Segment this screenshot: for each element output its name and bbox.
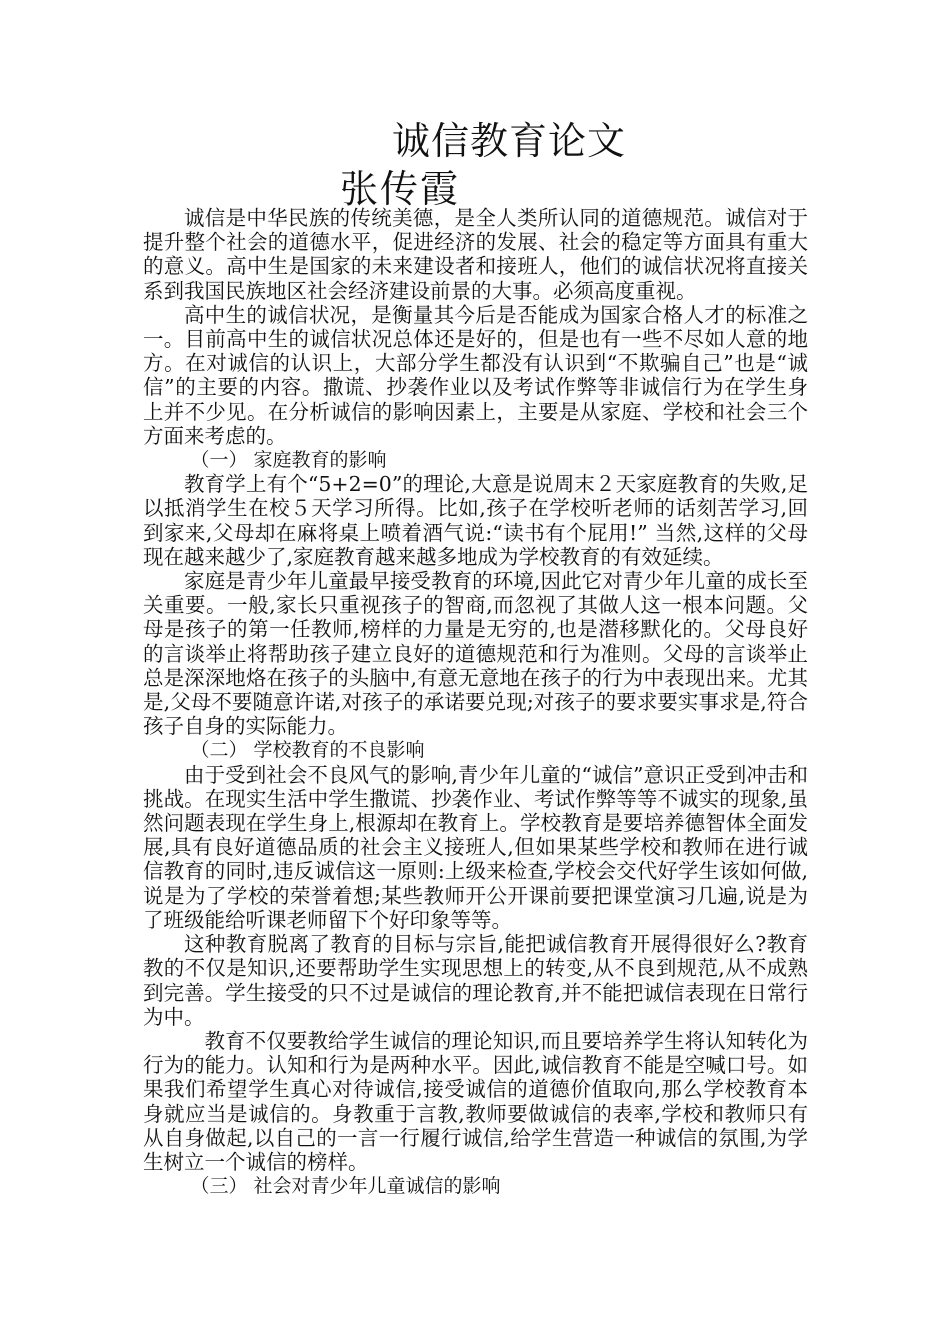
paragraph-intro: 诚信是中华民族的传统美德，是全人类所认同的道德规范。诚信对于提升整个社会的道德水平，促进经济的发展、社会的稳定等方面具有重大的意义。高中生是国家的未来建设者和接班人，他们的诚信状况将直接关系到我国民族地区社会经济建设前景的大事。必须高度重视。: [143, 206, 808, 303]
paragraph-school-goals: 这种教育脱离了教育的目标与宗旨,能把诚信教育开展得很好么?教育教的不仅是知识,还要帮助学生实现思想上的转变,从不良到规范,从不成熟到完善。学生接受的只不过是诚信的理论教育,并不能把诚信表现在日常行为中。: [143, 932, 808, 1029]
document-title: 诚信教育论文: [391, 119, 626, 163]
section-heading-family: （一） 家庭教育的影响: [190, 449, 387, 472]
section-heading-society: （三） 社会对青少年儿童诚信的影响: [190, 1175, 501, 1198]
author-name: 张传霞: [340, 167, 461, 211]
paragraph-school-practice: 教育不仅要教给学生诚信的理论知识,而且要培养学生将认知转化为行为的能力。认知和行为是两种水平。因此,诚信教育不能是空喊口号。如果我们希望学生真心对待诚信,接受诚信的道德价值取向,那么学校教育本身就应当是诚信的。身教重于言教,教师要做诚信的表率,学校和教师只有从自身做起,以自己的一言一行履行诚信,给学生营造一种诚信的氛围,为学生树立一个诚信的榜样。: [143, 1028, 808, 1174]
section-heading-school: （二） 学校教育的不良影响: [190, 739, 425, 762]
paragraph-status: 高中生的诚信状况，是衡量其今后是否能成为国家合格人才的标准之一。目前高中生的诚信状况总体还是好的，但是也有一些不尽如人意的地方。在对诚信的认识上，大部分学生都没有认识到“不欺骗自己”也是“诚信”的主要的内容。撒谎、抄袭作业以及考试作弊等非诚信行为在学生身上并不少见。在分析诚信的影响因素上，主要是从家庭、学校和社会三个方面来考虑的。: [143, 302, 808, 448]
paragraph-family-theory: 教育学上有个“5+2=0”的理论,大意是说周末２天家庭教育的失败,足以抵消学生在校５天学习所得。比如,孩子在学校听老师的话刻苦学习,回到家来,父母却在麻将桌上喷着酒气说:“读书有个屁用!” 当然,这样的父母现在越来越少了,家庭教育越来越多地成为学校教育的有效延续。: [143, 472, 808, 569]
paragraph-family-environment: 家庭是青少年儿童最早接受教育的环境,因此它对青少年儿童的成长至关重要。一般,家长只重视孩子的智商,而忽视了其做人这一根本问题。父母是孩子的第一任教师,榜样的力量是无穷的,也是潜移默化的。父母良好的言谈举止将帮助孩子建立良好的道德规范和行为准则。父母的言谈举止总是深深地烙在孩子的头脑中,有意无意地在孩子的行为中表现出来。尤其是,父母不要随意许诺,对孩子的承诺要兑现;对孩子的要求要实事求是,符合孩子自身的实际能力。: [143, 569, 808, 739]
document-body: [143, 206, 808, 1198]
paragraph-school-influence: 由于受到社会不良风气的影响,青少年儿童的“诚信”意识正受到冲击和挑战。在现实生活中学生撒谎、抄袭作业、考试作弊等等不诚实的现象,虽然问题表现在学生身上,根源却在教育上。学校教育是要培养德智体全面发展,具有良好道德品质的社会主义接班人,但如果某些学校和教师在进行诚信教育的同时,违反诚信这一原则:上级来检查,学校会交代好学生该如何做,说是为了学校的荣誉着想;某些教师开公开课前要把课堂演习几遍,说是为了班级能给听课老师留下个好印象等等。: [143, 762, 808, 932]
